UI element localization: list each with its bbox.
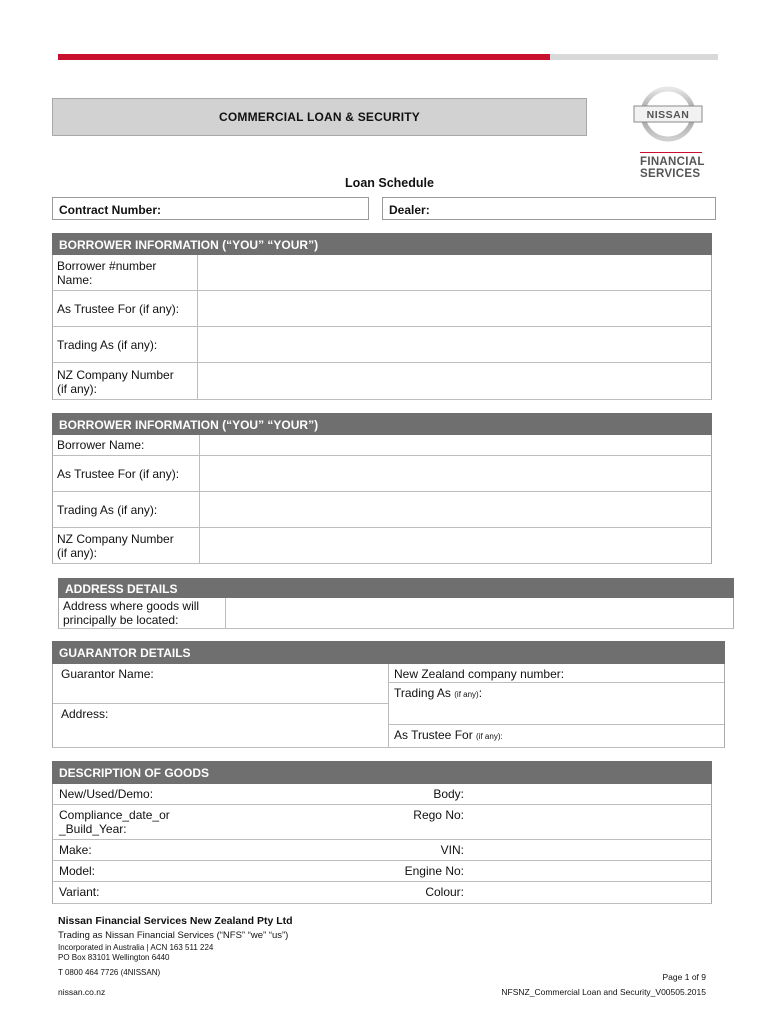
- trustee-input[interactable]: [200, 456, 711, 491]
- document-title-text: COMMERCIAL LOAN & SECURITY: [219, 110, 420, 124]
- borrower-section-1: [52, 233, 712, 400]
- nissan-emblem-icon: [630, 86, 706, 142]
- logo-caption-line-1: FINANCIAL: [640, 156, 705, 168]
- trustee-label: As Trustee For (if any):: [53, 291, 198, 326]
- trustee-row: [52, 456, 712, 492]
- footer-page-number: Page 1 of 9: [662, 972, 706, 982]
- company-number-input[interactable]: [200, 528, 711, 563]
- goods-right-input[interactable]: [464, 882, 711, 903]
- goods-row: [52, 861, 712, 882]
- goods-right-input[interactable]: [464, 784, 711, 804]
- borrower-name-label: Borrower #number Name:: [53, 255, 198, 290]
- section-heading: GUARANTOR DETAILS: [52, 641, 725, 664]
- goods-left-field[interactable]: [53, 882, 383, 903]
- footer-po-box: PO Box 83101 Wellington 6440: [58, 953, 170, 962]
- borrower-name-input[interactable]: [198, 255, 711, 290]
- guarantor-section: [52, 641, 725, 748]
- guarantor-trustee-field[interactable]: [389, 725, 724, 747]
- goods-right-label: VIN:: [440, 843, 464, 857]
- company-number-row: [52, 363, 712, 400]
- goods-row: [52, 882, 712, 904]
- contract-number-field[interactable]: [52, 197, 369, 220]
- section-heading: BORROWER INFORMATION (“YOU” “YOUR”): [52, 233, 712, 255]
- guarantor-address-label: Address:: [61, 707, 109, 721]
- borrower-name-input[interactable]: [200, 435, 711, 455]
- guarantor-trading-as-field[interactable]: [389, 683, 724, 725]
- company-number-row: [52, 528, 712, 564]
- guarantor-left-column: [53, 664, 389, 747]
- goods-row: [52, 840, 712, 861]
- address-input[interactable]: [226, 598, 733, 628]
- borrower-name-row: [52, 255, 712, 291]
- goods-section: [52, 761, 712, 904]
- svg-text:NISSAN: NISSAN: [646, 109, 690, 121]
- company-number-label: NZ Company Number (if any):: [53, 528, 200, 563]
- trading-as-row: [52, 327, 712, 363]
- section-heading: DESCRIPTION OF GOODS: [52, 761, 712, 784]
- goods-row: [52, 805, 712, 840]
- trustee-label: As Trustee For (if any):: [53, 456, 200, 491]
- logo-caption-line-2: SERVICES: [640, 168, 701, 180]
- guarantor-right-column: [389, 664, 724, 747]
- header-accent-bar: [58, 54, 550, 60]
- address-label: Address where goods will principally be located:: [59, 598, 226, 628]
- trading-as-label: Trading As (if any):: [53, 492, 200, 527]
- goods-left-label: Variant:: [59, 885, 100, 899]
- goods-left-field[interactable]: [53, 861, 383, 881]
- guarantor-trading-small: (if any): [454, 690, 479, 699]
- section-heading: ADDRESS DETAILS: [58, 578, 734, 598]
- goods-row: [52, 784, 712, 805]
- dealer-field[interactable]: [382, 197, 716, 220]
- section-heading: BORROWER INFORMATION (“YOU” “YOUR”): [52, 413, 712, 435]
- goods-right-label: Colour:: [425, 885, 464, 899]
- footer-company: Nissan Financial Services New Zealand Pty Ltd: [58, 915, 293, 927]
- company-number-label: NZ Company Number (if any):: [53, 363, 198, 399]
- guarantor-name-label: Guarantor Name:: [61, 667, 154, 681]
- goods-right-label: Engine No:: [404, 864, 464, 878]
- nz-company-number-label: New Zealand company number:: [394, 667, 565, 681]
- loan-schedule-title: Loan Schedule: [345, 176, 434, 190]
- header-accent-bar-grey: [550, 54, 718, 60]
- borrower-section-2: [52, 413, 712, 564]
- guarantor-name-field[interactable]: [53, 664, 388, 704]
- address-row: [58, 598, 734, 629]
- goods-left-label: Make:: [59, 843, 92, 857]
- borrower-name-row: [52, 435, 712, 456]
- trading-as-input[interactable]: [198, 327, 711, 362]
- trading-as-row: [52, 492, 712, 528]
- company-number-input[interactable]: [198, 363, 711, 399]
- guarantor-address-field[interactable]: [53, 704, 388, 747]
- footer-doc-ref: NFSNZ_Commercial Loan and Security_V00505.2015: [501, 987, 706, 997]
- dealer-label: Dealer:: [389, 203, 430, 217]
- guarantor-body: [52, 664, 725, 748]
- borrower-name-label: Borrower Name:: [53, 435, 200, 455]
- guarantor-trading-label: Trading As: [394, 686, 451, 700]
- trustee-input[interactable]: [198, 291, 711, 326]
- goods-right-label: Rego No:: [413, 808, 464, 822]
- goods-left-field[interactable]: [53, 840, 383, 860]
- trustee-row: [52, 291, 712, 327]
- footer-phone: T 0800 464 7726 (4NISSAN): [58, 968, 161, 977]
- goods-right-input[interactable]: [464, 805, 711, 839]
- goods-left-field[interactable]: [53, 805, 383, 839]
- goods-left-label: Model:: [59, 864, 96, 878]
- document-title: [52, 98, 587, 136]
- goods-right-input[interactable]: [464, 840, 711, 860]
- goods-right-input[interactable]: [464, 861, 711, 881]
- nissan-logo: [626, 86, 708, 180]
- footer: [58, 916, 718, 978]
- guarantor-trustee-small: (if any):: [476, 732, 503, 741]
- trading-as-label: Trading As (if any):: [53, 327, 198, 362]
- goods-left-label: Compliance_date_or: [59, 808, 170, 822]
- goods-left-label-2: _Build_Year:: [59, 822, 127, 836]
- guarantor-trading-colon: :: [478, 686, 483, 700]
- contract-number-label: Contract Number:: [59, 203, 162, 217]
- footer-trading: Trading as Nissan Financial Services (“NFS” “we” “us”): [58, 930, 289, 941]
- footer-incorporated: Incorporated in Australia | ACN 163 511 224: [58, 943, 214, 952]
- goods-rows: [52, 784, 712, 904]
- trading-as-input[interactable]: [200, 492, 711, 527]
- guarantor-nz-company-field[interactable]: [389, 664, 724, 683]
- goods-left-label: New/Used/Demo:: [59, 787, 154, 801]
- address-section: [58, 578, 734, 629]
- footer-website[interactable]: nissan.co.nz: [58, 987, 106, 997]
- goods-left-field[interactable]: [53, 784, 383, 804]
- goods-right-label: Body:: [433, 787, 464, 801]
- guarantor-trustee-label: As Trustee For: [394, 728, 473, 742]
